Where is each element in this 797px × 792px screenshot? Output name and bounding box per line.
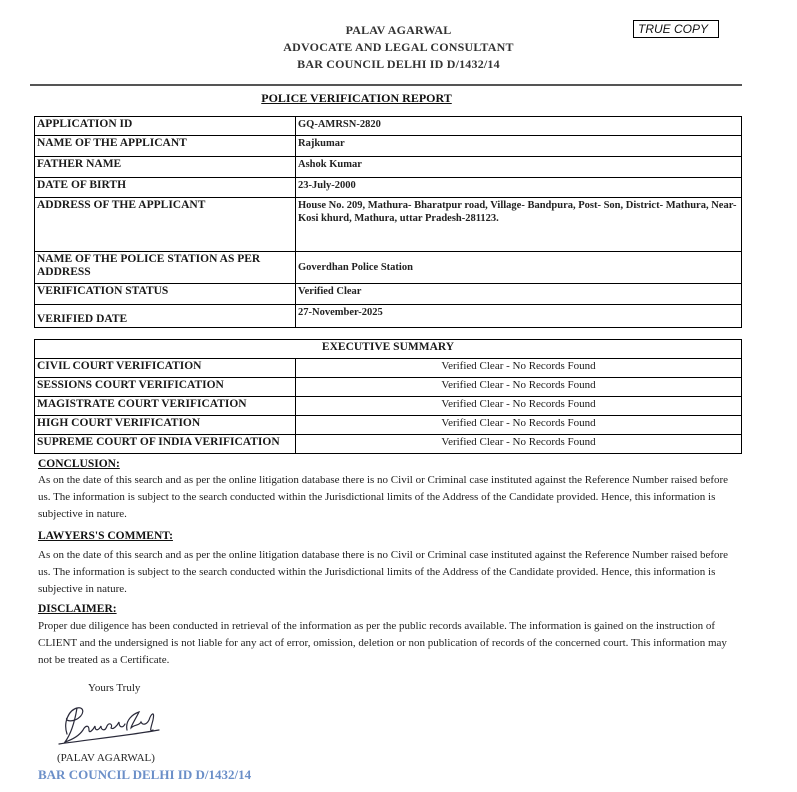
summary-value: Verified Clear - No Records Found xyxy=(296,416,742,435)
detail-label: ADDRESS OF THE APPLICANT xyxy=(35,198,296,252)
detail-value: House No. 209, Mathura- Bharatpur road, Village- Bandpura, Post- Son, District- Mathura, Near- Kosi khurd, Mathura, uttar Pradesh-281123. xyxy=(296,198,742,252)
detail-value: 23-July-2000 xyxy=(296,178,742,198)
advocate-profession: ADVOCATE AND LEGAL CONSULTANT xyxy=(283,40,514,54)
detail-value: Goverdhan Police Station xyxy=(296,252,742,284)
detail-label: FATHER NAME xyxy=(35,157,296,178)
summary-label: SESSIONS COURT VERIFICATION xyxy=(35,378,296,397)
detail-label: VERIFICATION STATUS xyxy=(35,284,296,305)
disclaimer-heading: DISCLAIMER: xyxy=(38,603,117,615)
report-title: POLICE VERIFICATION REPORT xyxy=(261,91,452,105)
advocate-name: PALAV AGARWAL xyxy=(345,23,452,37)
table-row xyxy=(35,157,742,178)
detail-value: Rajkumar xyxy=(296,136,742,157)
detail-label: NAME OF THE POLICE STATION AS PER ADDRESS xyxy=(35,252,296,284)
table-row xyxy=(35,117,742,136)
summary-value: Verified Clear - No Records Found xyxy=(296,397,742,416)
summary-label: HIGH COURT VERIFICATION xyxy=(35,416,296,435)
detail-value: 27-November-2025 xyxy=(296,305,742,328)
advocate-bar-id: BAR COUNCIL DELHI ID D/1432/14 xyxy=(297,57,500,71)
true-copy-stamp: TRUE COPY xyxy=(633,20,719,38)
detail-label: VERIFIED DATE xyxy=(35,305,296,328)
header-divider xyxy=(30,84,742,86)
executive-summary-table xyxy=(34,339,742,454)
signatory-bar-id: BAR COUNCIL DELHI ID D/1432/14 xyxy=(38,767,252,782)
table-header-row xyxy=(35,340,742,359)
signature-image xyxy=(55,700,165,748)
table-row xyxy=(35,136,742,157)
table-row xyxy=(35,252,742,284)
conclusion-heading: CONCLUSION: xyxy=(38,458,120,470)
detail-label: APPLICATION ID xyxy=(35,117,296,136)
table-row xyxy=(35,359,742,378)
detail-value: Verified Clear xyxy=(296,284,742,305)
signatory-name: (PALAV AGARWAL) xyxy=(57,752,155,764)
summary-label: MAGISTRATE COURT VERIFICATION xyxy=(35,397,296,416)
detail-value: Ashok Kumar xyxy=(296,157,742,178)
detail-value: GQ-AMRSN-2820 xyxy=(296,117,742,136)
summary-value: Verified Clear - No Records Found xyxy=(296,435,742,454)
table-row xyxy=(35,305,742,328)
closing-salutation: Yours Truly xyxy=(88,682,141,694)
table-row xyxy=(35,178,742,198)
lawyers-comment-heading: LAWYERS'S COMMENT: xyxy=(38,530,173,542)
table-row xyxy=(35,198,742,252)
summary-label: SUPREME COURT OF INDIA VERIFICATION xyxy=(35,435,296,454)
detail-label: DATE OF BIRTH xyxy=(35,178,296,198)
lawyers-comment-text: As on the date of this search and as per the online litigation database there is no Civil or Criminal case instituted against the Reference Number raised before us. The information is subject to the search conducted within the Jurisdictional limits of the Address of the Candidate provided. Hence, this information is subjective in nature. xyxy=(38,549,729,595)
executive-summary-title: EXECUTIVE SUMMARY xyxy=(35,340,742,359)
table-row xyxy=(35,435,742,454)
applicant-details-table xyxy=(34,116,742,328)
table-row xyxy=(35,397,742,416)
summary-value: Verified Clear - No Records Found xyxy=(296,378,742,397)
conclusion-text: As on the date of this search and as per the online litigation database there is no Civil or Criminal case instituted against the Reference Number raised before us. The information is subject to the search conducted within the Jurisdictional limits of the Address of the Candidate provided. Hence, this information is subjective in nature. xyxy=(38,474,729,520)
table-row xyxy=(35,416,742,435)
table-row xyxy=(35,284,742,305)
summary-value: Verified Clear - No Records Found xyxy=(296,359,742,378)
detail-label: NAME OF THE APPLICANT xyxy=(35,136,296,157)
disclaimer-text: Proper due diligence has been conducted in retrieval of the information as per the public records available. The information is gained on the instruction of CLIENT and the undersigned is not liable for any act of error, omission, deletion or non publication of records of the concerned court. This information may not be treated as a Certificate. xyxy=(38,620,727,666)
summary-label: CIVIL COURT VERIFICATION xyxy=(35,359,296,378)
table-row xyxy=(35,378,742,397)
